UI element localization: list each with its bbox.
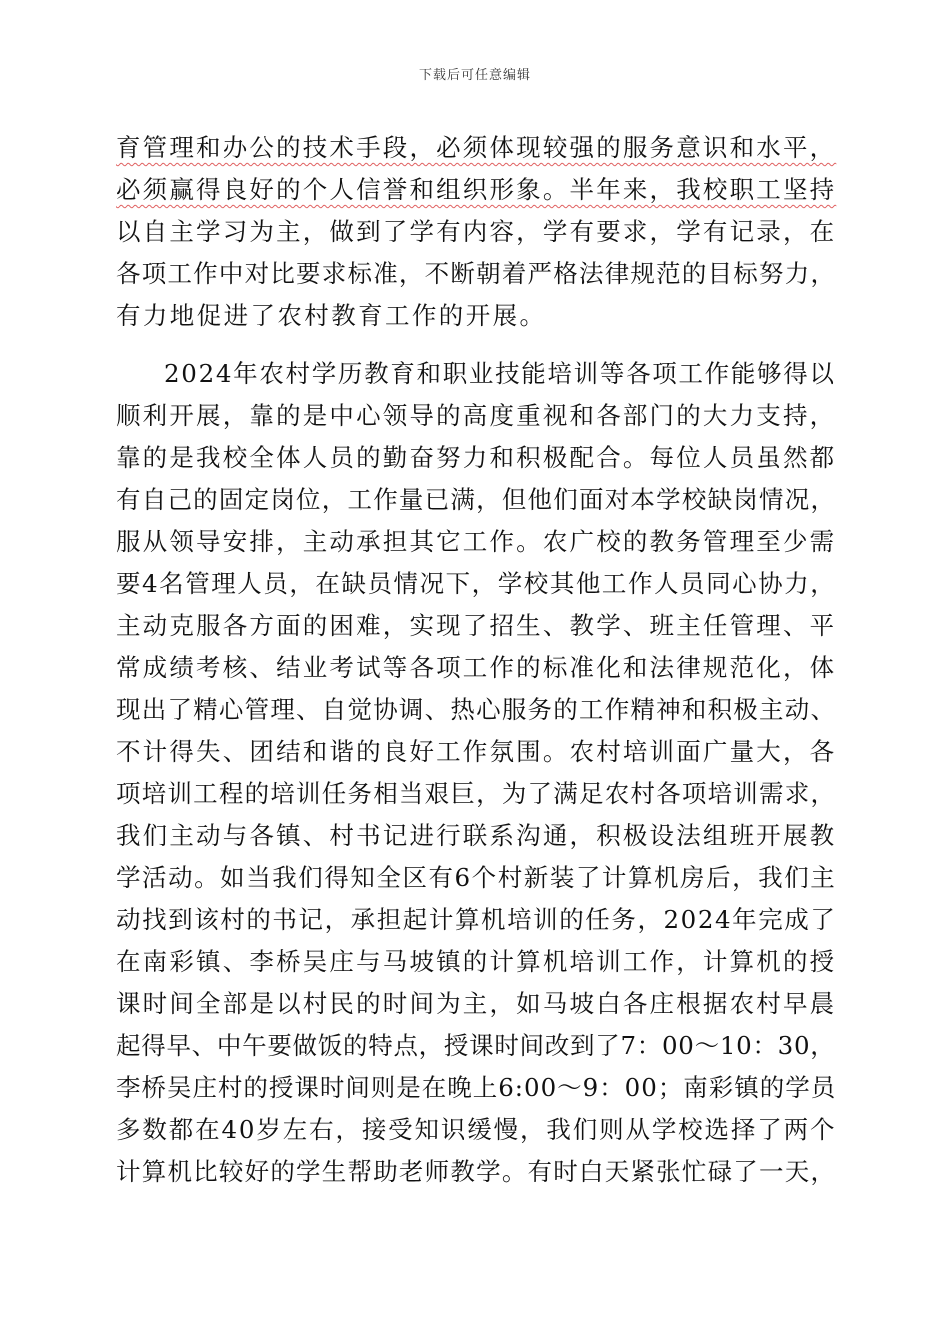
text-line: 必须赢得良好的个人信誉和组织形象。半年来，我校职工坚持 [116, 175, 837, 204]
text-line: 计算机比较好的学生帮助老师教学。有时白天紧张忙碌了一天， [116, 1157, 837, 1186]
text-line: 靠的是我校全体人员的勤奋努力和积极配合。每位人员虽然都 [116, 443, 837, 472]
text-line: 起得早、中午要做饭的特点，授课时间改到了7：00～10：30， [116, 1031, 836, 1060]
text-line: 顺利开展，靠的是中心领导的高度重视和各部门的大力支持， [116, 401, 837, 430]
text-line: 在南彩镇、李桥吴庄与马坡镇的计算机培训工作，计算机的授 [116, 947, 837, 976]
page-header: 下载后可任意编辑 [418, 68, 531, 83]
text-line: 不计得失、团结和谐的良好工作氛围。农村培训面广量大，各 [116, 737, 837, 766]
text-line: 要4名管理人员，在缺员情况下，学校其他工作人员同心协力， [116, 569, 837, 598]
text-line: 课时间全部是以村民的时间为主，如马坡白各庄根据农村早晨 [116, 989, 837, 1018]
text-line: 服从领导安排，主动承担其它工作。农广校的教务管理至少需 [116, 527, 837, 556]
text-line: 2024年农村学历教育和职业技能培训等各项工作能够得以 [164, 359, 836, 388]
text-line: 常成绩考核、结业考试等各项工作的标准化和法律规范化，体 [116, 653, 837, 682]
text-line: 各项工作中对比要求标准，不断朝着严格法律规范的目标努力， [116, 259, 837, 288]
text-line: 主动克服各方面的困难，实现了招生、教学、班主任管理、平 [116, 611, 837, 640]
text-line: 有力地促进了农村教育工作的开展。 [116, 301, 547, 330]
text-line: 我们主动与各镇、村书记进行联系沟通，积极设法组班开展教 [116, 821, 837, 850]
text-line: 李桥吴庄村的授课时间则是在晚上6:00～9：00；南彩镇的学员 [116, 1073, 837, 1102]
text-line: 动找到该村的书记，承担起计算机培训的任务，2024年完成了 [116, 905, 837, 934]
text-line: 项培训工程的培训任务相当艰巨，为了满足农村各项培训需求， [116, 779, 837, 808]
text-line: 以自主学习为主，做到了学有内容，学有要求，学有记录，在 [116, 217, 837, 246]
text-line: 学活动。如当我们得知全区有6个村新装了计算机房后，我们主 [116, 863, 837, 892]
text-line: 育管理和办公的技术手段，必须体现较强的服务意识和水平， [116, 133, 837, 162]
text-line: 现出了精心管理、自觉协调、热心服务的工作精神和积极主动、 [116, 695, 837, 724]
text-line: 多数都在40岁左右，接受知识缓慢，我们则从学校选择了两个 [116, 1115, 837, 1144]
text-line: 有自己的固定岗位，工作量已满，但他们面对本学校缺岗情况， [116, 485, 837, 514]
